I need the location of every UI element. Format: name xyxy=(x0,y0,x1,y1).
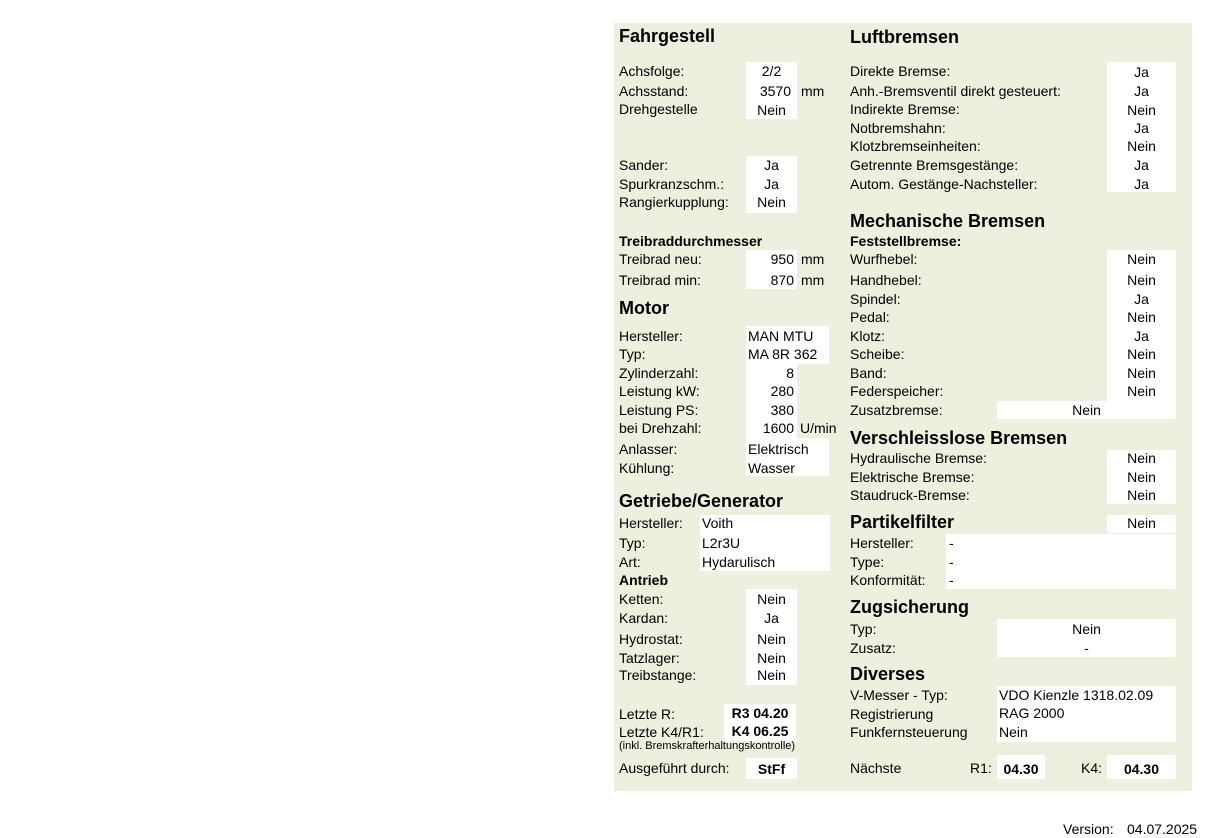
zusatzbremse-value: Nein xyxy=(1072,402,1101,418)
kardan-value: Ja xyxy=(764,610,779,626)
achsfolge-value: 2/2 xyxy=(761,63,782,79)
band-label: Band: xyxy=(850,365,887,381)
konform-label: Konformität: xyxy=(850,572,926,588)
getriebe-art-value: Hydarulisch xyxy=(702,554,776,570)
staudruck-value: Nein xyxy=(1127,487,1156,503)
drehgestelle-value: Nein xyxy=(757,102,786,118)
registrierung-value: RAG 2000 xyxy=(999,705,1065,721)
drehgestelle-label: Drehgestelle xyxy=(619,101,698,117)
letzte-r-label: Letzte R: xyxy=(619,706,676,722)
rangier-label: Rangierkupplung: xyxy=(619,194,729,210)
naechste-k4-label: K4: xyxy=(1081,760,1103,776)
letzte-k4-label: Letzte K4/R1: xyxy=(619,724,704,740)
zylinder-value: 8 xyxy=(786,365,794,381)
klotz-label: Klotz: xyxy=(850,328,886,344)
motor-typ-value: MA 8R 362 xyxy=(748,346,818,362)
anh-value: Ja xyxy=(1134,83,1149,99)
treibrad-heading: Treibraddurchmesser xyxy=(619,233,763,249)
ausgefuehrt-value: StFf xyxy=(757,761,786,777)
kuehlung-label: Kühlung: xyxy=(619,460,675,476)
naechste-k4-value: 04.30 xyxy=(1123,761,1160,777)
partikel-details-box xyxy=(946,534,1176,589)
klotzbrems-label: Klotzbremseinheiten: xyxy=(850,138,981,154)
zugsicherung-typ-label: Typ: xyxy=(850,621,877,637)
partikel-heading: Partikelfilter xyxy=(850,512,955,532)
tatzlager-value: Nein xyxy=(757,650,786,666)
antrieb-heading: Antrieb xyxy=(619,572,668,588)
direkt-label: Direkte Bremse: xyxy=(850,63,951,79)
vmesser-label: V-Messer - Typ: xyxy=(850,687,948,703)
ketten-label: Ketten: xyxy=(619,591,664,607)
motor-hersteller-value: MAN MTU xyxy=(748,328,814,344)
notbrems-value: Ja xyxy=(1134,120,1149,136)
fahrgestell-heading: Fahrgestell xyxy=(619,26,716,46)
achsstand-label: Achsstand: xyxy=(619,83,689,99)
version-value: 04.07.2025 xyxy=(1127,821,1198,837)
konform-value: - xyxy=(949,572,954,588)
funk-value: Nein xyxy=(999,724,1028,740)
drehzahl-label: bei Drehzahl: xyxy=(619,420,702,436)
zusatzbremse-label: Zusatzbremse: xyxy=(850,402,943,418)
achsfolge-label: Achsfolge: xyxy=(619,63,685,79)
vmesser-value: VDO Kienzle 1318.02.09 xyxy=(999,687,1154,703)
naechste-r1-label: R1: xyxy=(970,760,992,776)
kardan-label: Kardan: xyxy=(619,610,669,626)
mechanisch-heading: Mechanische Bremsen xyxy=(850,211,1046,231)
getriebe-typ-value: L2r3U xyxy=(702,535,741,551)
band-value: Nein xyxy=(1127,365,1156,381)
funk-label: Funkfernsteuerung xyxy=(850,724,968,740)
anh-label: Anh.-Bremsventil direkt gesteuert: xyxy=(850,83,1061,99)
feststell-heading: Feststellbremse: xyxy=(850,233,962,249)
treibrad-min-value: 870 xyxy=(770,272,794,288)
klotzbrems-value: Nein xyxy=(1127,138,1156,154)
getriebe-art-label: Art: xyxy=(619,554,641,570)
handhebel-value: Nein xyxy=(1127,272,1156,288)
treibstange-label: Treibstange: xyxy=(619,667,697,683)
partikel-type-label: Type: xyxy=(850,554,885,570)
letzte-r-value: R3 04.20 xyxy=(731,705,789,721)
staudruck-label: Staudruck-Bremse: xyxy=(850,487,970,503)
drehzahl-value: 1600 xyxy=(762,420,794,436)
feder-label: Federspeicher: xyxy=(850,383,944,399)
treibrad-neu-value: 950 xyxy=(770,251,794,267)
motor-typ-label: Typ: xyxy=(619,346,646,362)
partikel-hersteller-value: - xyxy=(949,535,954,551)
ketten-value: Nein xyxy=(757,591,786,607)
spurkranz-value: Ja xyxy=(764,176,779,192)
kuehlung-value: Wasser xyxy=(748,460,795,476)
pedal-label: Pedal: xyxy=(850,309,890,325)
treibrad-min-label: Treibrad min: xyxy=(619,272,701,288)
getrennt-label: Getrennte Bremsgestänge: xyxy=(850,157,1019,173)
registrierung-label: Registrierung xyxy=(850,706,934,722)
treibrad-neu-unit: mm xyxy=(801,251,825,267)
direkt-value: Ja xyxy=(1134,64,1149,80)
notbrems-label: Notbremshahn: xyxy=(850,120,946,136)
autom-value: Ja xyxy=(1134,176,1149,192)
wurfhebel-value: Nein xyxy=(1127,251,1156,267)
ausgefuehrt-label: Ausgeführt durch: xyxy=(619,760,730,776)
zugsicherung-typ-value: Nein xyxy=(1072,621,1101,637)
zugsicherung-zusatz-label: Zusatz: xyxy=(850,640,896,656)
autom-label: Autom. Gestänge-Nachsteller: xyxy=(850,176,1038,192)
treibrad-min-unit: mm xyxy=(801,272,825,288)
motor-heading: Motor xyxy=(619,298,669,318)
feder-value: Nein xyxy=(1127,383,1156,399)
pedal-value: Nein xyxy=(1127,309,1156,325)
diverses-heading: Diverses xyxy=(850,664,926,684)
partikel-type-value: - xyxy=(949,554,954,570)
ps-value: 380 xyxy=(770,402,794,418)
indirekt-value: Nein xyxy=(1127,102,1156,118)
kw-value: 280 xyxy=(770,383,794,399)
partikel-hersteller-label: Hersteller: xyxy=(850,535,914,551)
hydraulisch-value: Nein xyxy=(1127,450,1156,466)
anlasser-label: Anlasser: xyxy=(619,441,678,457)
drehzahl-unit: U/min xyxy=(800,420,837,436)
scheibe-label: Scheibe: xyxy=(850,346,905,362)
sander-label: Sander: xyxy=(619,157,669,173)
getriebe-hersteller-value: Voith xyxy=(702,515,734,531)
spindel-value: Ja xyxy=(1134,291,1149,307)
scheibe-value: Nein xyxy=(1127,346,1156,362)
getriebe-heading: Getriebe/Generator xyxy=(619,491,784,511)
ps-label: Leistung PS: xyxy=(619,402,699,418)
hydrostat-value: Nein xyxy=(757,631,786,647)
handhebel-label: Handhebel: xyxy=(850,272,922,288)
kw-label: Leistung kW: xyxy=(619,383,700,399)
tatzlager-label: Tatzlager: xyxy=(619,650,680,666)
motor-hersteller-label: Hersteller: xyxy=(619,328,683,344)
letzte-k4-value: K4 06.25 xyxy=(731,723,789,739)
elektrisch-label: Elektrische Bremse: xyxy=(850,469,975,485)
sander-value: Ja xyxy=(764,157,779,173)
getrennt-value: Ja xyxy=(1134,157,1149,173)
treibstange-value: Nein xyxy=(757,667,786,683)
getriebe-hersteller-label: Hersteller: xyxy=(619,515,683,531)
klotz-value: Ja xyxy=(1134,328,1149,344)
achsstand-value: 3570 xyxy=(759,83,791,99)
indirekt-label: Indirekte Bremse: xyxy=(850,101,960,117)
naechste-label: Nächste xyxy=(850,760,902,776)
version-label: Version: xyxy=(1063,821,1114,837)
getriebe-typ-label: Typ: xyxy=(619,535,646,551)
revision-note: (inkl. Bremskrafterhaltungskontrolle) xyxy=(619,740,796,752)
achsstand-unit: mm xyxy=(801,83,825,99)
hydrostat-label: Hydrostat: xyxy=(619,631,683,647)
elektrisch-value: Nein xyxy=(1127,469,1156,485)
wurfhebel-label: Wurfhebel: xyxy=(850,251,918,267)
partikel-value: Nein xyxy=(1127,515,1156,531)
hydraulisch-label: Hydraulische Bremse: xyxy=(850,450,987,466)
zugsicherung-heading: Zugsicherung xyxy=(850,597,970,617)
anlasser-value: Elektrisch xyxy=(748,441,809,457)
rangier-value: Nein xyxy=(757,194,786,210)
spurkranz-label: Spurkranzschm.: xyxy=(619,176,725,192)
zylinder-label: Zylinderzahl: xyxy=(619,365,699,381)
luftbremsen-heading: Luftbremsen xyxy=(850,27,960,47)
naechste-r1-value: 04.30 xyxy=(1003,761,1039,777)
treibrad-neu-label: Treibrad neu: xyxy=(619,251,702,267)
zugsicherung-zusatz-value: - xyxy=(1084,640,1089,656)
spindel-label: Spindel: xyxy=(850,291,901,307)
verschleiss-heading: Verschleisslose Bremsen xyxy=(850,428,1068,448)
